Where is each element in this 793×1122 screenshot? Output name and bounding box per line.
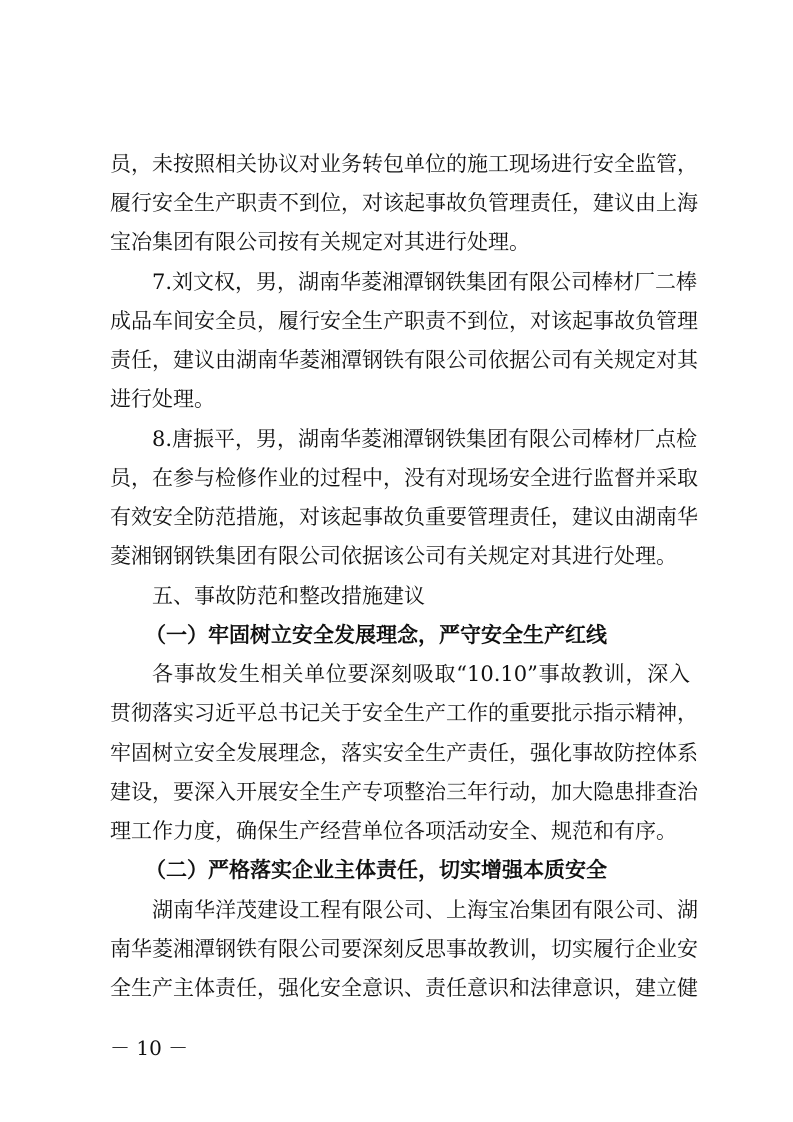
- paragraph-line: 湖南华洋茂建设工程有限公司、上海宝冶集团有限公司、湖: [152, 898, 698, 922]
- subsection-heading: （二）严格落实企业主体责任，切实增强本质安全: [145, 858, 607, 882]
- paragraph-line: 菱湘钢钢铁集团有限公司依据该公司有关规定对其进行处理。: [110, 544, 677, 568]
- paragraph-line: 责任，建议由湖南华菱湘潭钢铁有限公司依据公司有关规定对其: [110, 348, 698, 372]
- paragraph-line: 理工作力度，确保生产经营单位各项活动安全、规范和有序。: [110, 819, 677, 843]
- section-heading: 五、事故防范和整改措施建议: [152, 584, 425, 608]
- paragraph-line: 各事故发生相关单位要深刻吸取“10.10”事故教训，深入: [152, 662, 690, 686]
- paragraph-line: 有效安全防范措施，对该起事故负重要管理责任，建议由湖南华: [110, 505, 698, 529]
- paragraph-line: 7.刘文权，男，湖南华菱湘潭钢铁集团有限公司棒材厂二棒: [152, 270, 698, 294]
- paragraph-line: 8.唐振平，男，湖南华菱湘潭钢铁集团有限公司棒材厂点检: [152, 427, 698, 451]
- paragraph-line: 进行处理。: [110, 387, 215, 411]
- paragraph-line: 建设，要深入开展安全生产专项整治三年行动，加大隐患排查治: [110, 780, 698, 804]
- paragraph-line: 牢固树立安全发展理念，落实安全生产责任，强化事故防控体系: [110, 741, 698, 765]
- paragraph-line: 履行安全生产职责不到位，对该起事故负管理责任，建议由上海: [110, 191, 698, 215]
- paragraph-line: 成品车间安全员，履行安全生产职责不到位，对该起事故负管理: [110, 309, 698, 333]
- paragraph-line: 全生产主体责任，强化安全意识、责任意识和法律意识，建立健: [110, 976, 698, 1000]
- page-number: － 10 －: [110, 1036, 189, 1060]
- paragraph-line: 贯彻落实习近平总书记关于安全生产工作的重要批示指示精神，: [110, 701, 698, 725]
- paragraph-line: 宝冶集团有限公司按有关规定对其进行处理。: [110, 230, 530, 254]
- paragraph-line: 员，在参与检修作业的过程中，没有对现场安全进行监督并采取: [110, 466, 698, 490]
- paragraph-line: 南华菱湘潭钢铁有限公司要深刻反思事故教训，切实履行企业安: [110, 937, 698, 961]
- subsection-heading: （一）牢固树立安全发展理念，严守安全生产红线: [145, 623, 607, 647]
- paragraph-line: 员，未按照相关协议对业务转包单位的施工现场进行安全监管，: [110, 152, 698, 176]
